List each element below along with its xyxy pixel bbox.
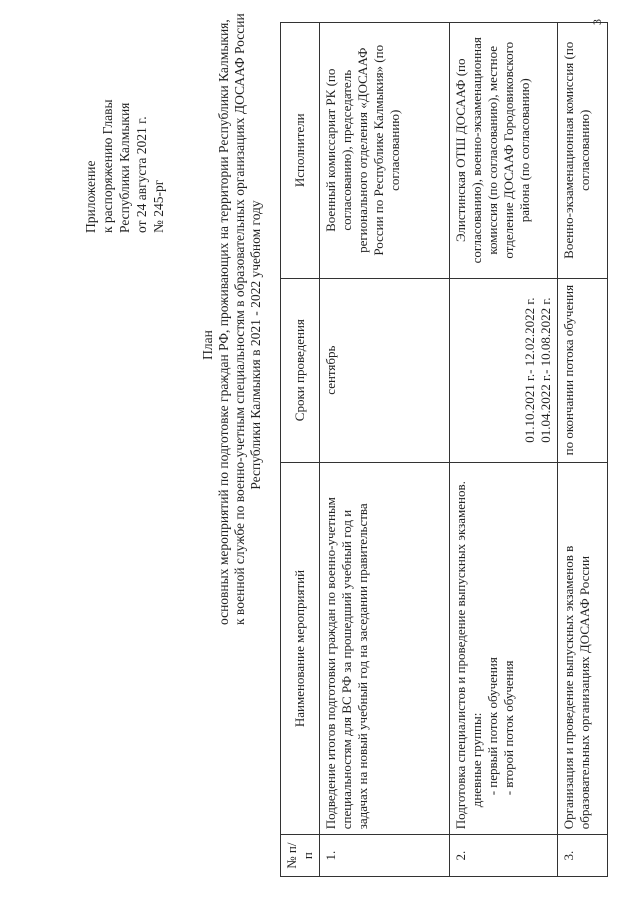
table-row (450, 23, 558, 877)
row-num: 3. (558, 835, 608, 877)
list-item: - второй поток обучения (501, 660, 516, 796)
table-row (558, 23, 608, 877)
header-date: Сроки проведения (281, 278, 320, 462)
row-name (450, 462, 558, 835)
row-num: 2. (450, 835, 558, 877)
row-name-sub: дневные группы: (469, 712, 484, 808)
appendix-line: от 24 августа 2021 г. (134, 116, 149, 233)
title-block (200, 13, 264, 625)
header-num: № п/п (281, 835, 320, 877)
row-name: Подведение итогов подготовки граждан по военно-учетным специальностям для ВС РФ за прошедший учебный год и задачах на новый учебный год на заседании правительства (320, 462, 450, 835)
date-line: 01.04.2022 г.- 10.08.2022 г. (538, 297, 553, 443)
row-num: 1. (320, 835, 450, 877)
row-name: Организация и проведение выпускных экзаменов в образовательных организациях ДОСААФ России (558, 462, 608, 835)
row-name-intro: Подготовка специалистов и проведение выпускных экзаменов. (453, 481, 468, 830)
row-date (450, 278, 558, 462)
appendix-line: Республики Калмыкия (117, 102, 132, 233)
date-line: 01.10.2021 г.- 12.02.2022 г. (522, 297, 537, 443)
table-row (320, 23, 450, 877)
table-header-row (281, 23, 320, 877)
row-exec: Военный комиссариат РК (по согласованию), председатель регионального отделения «ДОСААФ России по Республике Калмыкия» (по согласованию) (320, 23, 450, 279)
row-date: сентябрь (320, 278, 450, 462)
header-name: Наименование мероприятий (281, 462, 320, 835)
plan-heading: План (200, 330, 215, 360)
appendix-line: Приложение (83, 160, 98, 233)
header-exec: Исполнители (281, 23, 320, 279)
plan-table (280, 22, 608, 877)
page-number: 3 (590, 19, 604, 25)
row-exec: Элистинская ОТШ ДОСААФ (по согласованию), военно-экзаменационная комиссия (по согласованию), местное отделение ДОСААФ Городовиковского района (по согласованию) (450, 23, 558, 279)
appendix-block (82, 13, 167, 233)
row-date: по окончании потока обучения (558, 278, 608, 462)
plan-title-line: основных мероприятий по подготовке граждан РФ, проживающих на территории Республики Калмыкия, (216, 19, 231, 625)
list-item: - первый поток обучения (485, 657, 500, 796)
plan-title-line: к военной службе по военно-учетным специальностям в образовательных организациях ДОСААФ России (232, 13, 247, 625)
row-exec: Военно-экзаменационная комиссия (по согласованию) (558, 23, 608, 279)
appendix-line: к распоряжению Главы (100, 99, 115, 233)
appendix-line: № 245-рг (151, 179, 166, 233)
plan-title-line: Республики Калмыкия в 2021 - 2022 учебном году (248, 200, 263, 490)
